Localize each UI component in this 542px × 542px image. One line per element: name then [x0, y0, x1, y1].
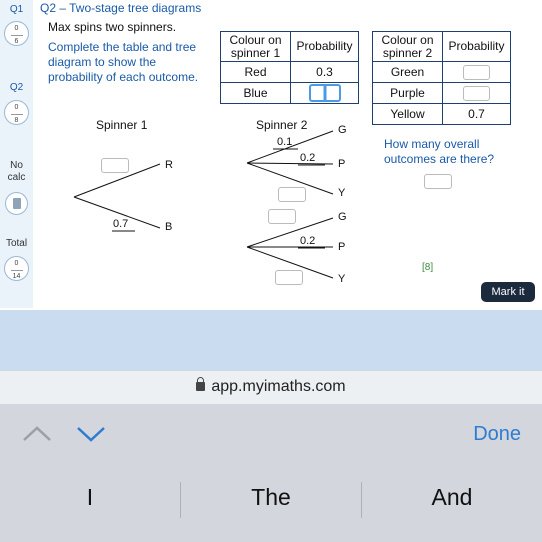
done-button[interactable]: Done — [473, 423, 521, 445]
chevron-down-icon[interactable] — [74, 422, 108, 446]
chevron-up-icon[interactable] — [20, 422, 54, 446]
q1-score: 0 — [14, 25, 19, 32]
marks-label: [8] — [422, 262, 434, 273]
sidebar-q1-link[interactable]: Q1 — [9, 4, 24, 15]
bottom-g-prob-input[interactable] — [268, 209, 296, 224]
suggestion-3[interactable]: And — [431, 484, 473, 510]
question-intro: Max spins two spinners. — [48, 20, 177, 34]
outcomes-count-input[interactable] — [424, 174, 452, 189]
table2-row-purple-colour: Purple — [373, 83, 443, 104]
branch-rp — [247, 163, 333, 164]
top-y-prob-input[interactable] — [278, 187, 306, 202]
table1-header-colour: Colour on spinner 1 — [221, 32, 291, 62]
suggestion-1[interactable]: I — [86, 484, 94, 510]
top-p-prob: 0.2 — [300, 152, 316, 164]
outcome-bottom-g: G — [338, 211, 347, 223]
outcome-top-p: P — [338, 158, 346, 170]
table2-row-yellow-prob: 0.7 — [443, 104, 511, 125]
outcome-r: R — [165, 159, 173, 171]
url-text: app.myimaths.com — [211, 378, 346, 395]
no-calc-line2: calc — [7, 172, 26, 183]
q2-total: 8 — [14, 117, 19, 124]
total-total: 14 — [12, 273, 21, 280]
outcome-bottom-p: P — [338, 241, 346, 253]
mark-it-button[interactable]: Mark it — [481, 282, 535, 302]
table1-row-red-prob: 0.3 — [291, 62, 359, 83]
spinner2-title: Spinner 2 — [256, 118, 308, 132]
table1-row-red-colour: Red — [221, 62, 291, 83]
table2-row-yellow-colour: Yellow — [373, 104, 443, 125]
spinner1-title: Spinner 1 — [96, 118, 148, 132]
address-bar[interactable] — [0, 370, 542, 404]
table1-row-blue-colour: Blue — [221, 83, 291, 104]
question-instruction: Complete the table and tree diagram to show the probability of each outcome. — [48, 40, 199, 84]
question-header: Q2 – Two-stage tree diagrams — [40, 1, 202, 15]
outcome-top-g: G — [338, 124, 347, 136]
outcome-top-y: Y — [338, 187, 346, 199]
table2-header-prob: Probability — [443, 32, 511, 62]
page-background — [0, 310, 542, 370]
bottom-y-prob-input[interactable] — [275, 270, 303, 285]
outcome-bottom-y: Y — [338, 273, 346, 285]
r-prob-input[interactable] — [101, 158, 129, 173]
total-label: Total — [5, 238, 28, 249]
table2-row-green-colour: Green — [373, 62, 443, 83]
outcomes-question: How many overall outcomes are there? — [384, 137, 495, 166]
table2-header-colour: Colour on spinner 2 — [373, 32, 443, 62]
q1-total: 6 — [14, 38, 19, 45]
suggestion-2[interactable]: The — [251, 484, 291, 510]
b-prob-label: 0.7 — [113, 218, 129, 230]
keyboard-toolbar — [0, 404, 542, 464]
outcome-b: B — [165, 221, 173, 233]
q2-score: 0 — [14, 104, 19, 111]
bottom-p-prob: 0.2 — [300, 235, 316, 247]
top-g-prob: 0.1 — [277, 136, 293, 148]
total-score: 0 — [14, 260, 19, 267]
no-calc-line1: No — [10, 160, 23, 171]
keyboard-suggestion-bar — [0, 464, 542, 542]
lock-icon — [196, 382, 205, 391]
table1-header-prob: Probability — [291, 32, 359, 62]
sidebar-q2-link[interactable]: Q2 — [9, 82, 24, 93]
